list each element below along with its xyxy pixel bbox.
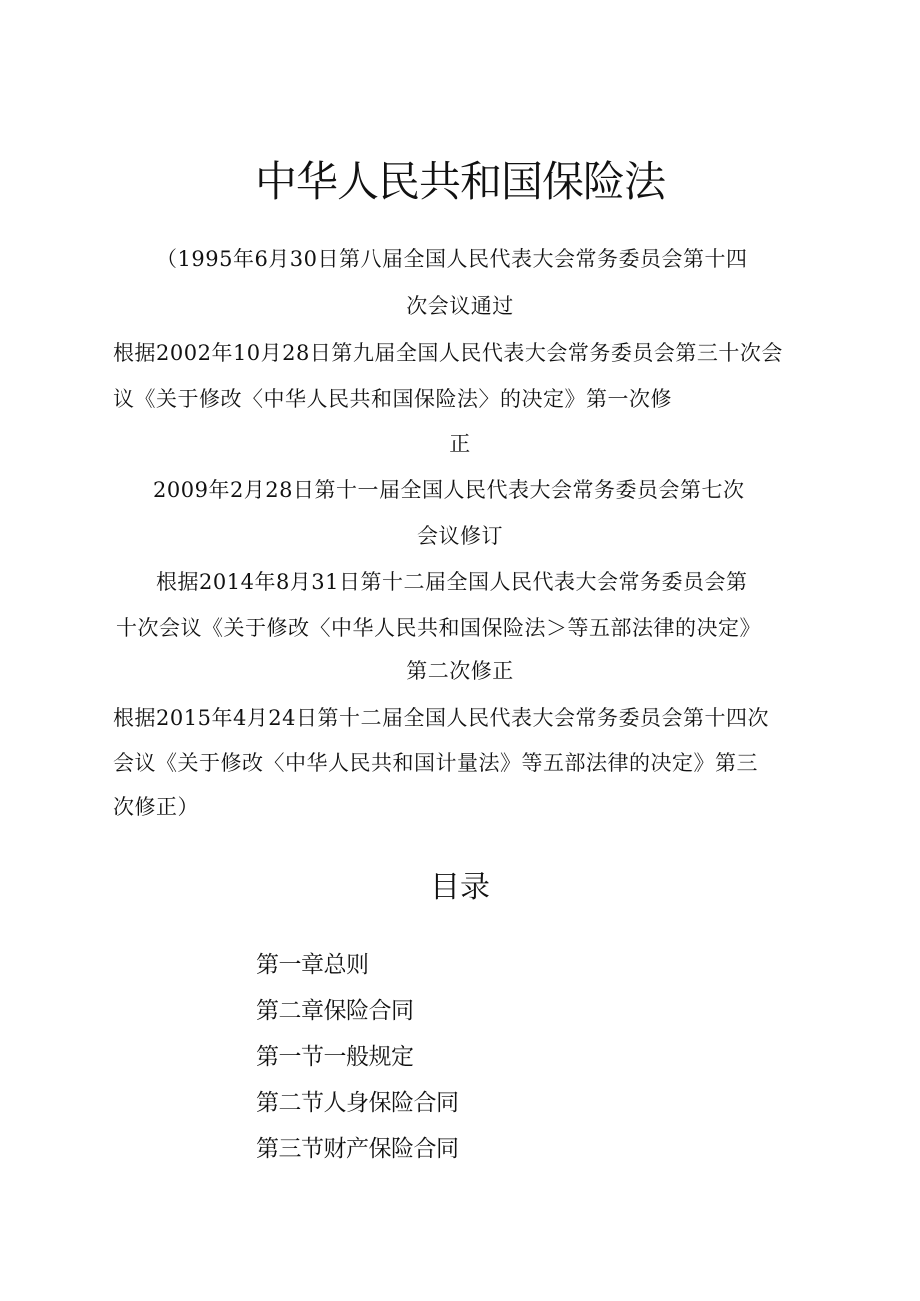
toc-item-section-3[interactable]: 第三节财产保险合同 bbox=[256, 1136, 459, 1162]
toc-heading: 目录 bbox=[430, 870, 490, 905]
history-line: 十次会议《关于修改〈中华人民共和国保险法＞等五部法律的决定》 bbox=[116, 616, 761, 640]
toc-item-chapter-2[interactable]: 第二章保险合同 bbox=[256, 998, 414, 1024]
table-of-contents bbox=[256, 942, 459, 1172]
toc-item-chapter-1[interactable]: 第一章总则 bbox=[256, 952, 369, 978]
toc-item-section-1[interactable]: 第一节一般规定 bbox=[256, 1044, 414, 1070]
history-line: 根据2015年4月24日第十二届全国人民代表大会常务委员会第十四次 bbox=[113, 706, 770, 730]
history-line: 会议修订 bbox=[417, 524, 503, 548]
document-title: 中华人民共和国保险法 bbox=[254, 157, 665, 206]
history-line: 次会议通过 bbox=[406, 294, 514, 318]
toc-item-section-2[interactable]: 第二节人身保险合同 bbox=[256, 1090, 459, 1116]
history-line: 会议《关于修改〈中华人民共和国计量法》等五部法律的决定》第三 bbox=[113, 751, 758, 775]
history-line: 正 bbox=[449, 432, 471, 456]
history-line: 2009年2月28日第十一届全国人民代表大会常务委员会第七次 bbox=[153, 478, 745, 502]
history-line: 根据2014年8月31日第十二届全国人民代表大会常务委员会第 bbox=[156, 570, 748, 594]
history-line: （1995年6月30日第八届全国人民代表大会常务委员会第十四 bbox=[156, 247, 748, 271]
history-line: 议《关于修改〈中华人民共和国保险法〉的决定》第一次修 bbox=[113, 387, 672, 411]
history-line: 次修正） bbox=[113, 795, 199, 819]
history-line: 第二次修正 bbox=[406, 659, 514, 683]
history-line: 根据2002年10月28日第九届全国人民代表大会常务委员会第三十次会 bbox=[113, 341, 783, 365]
